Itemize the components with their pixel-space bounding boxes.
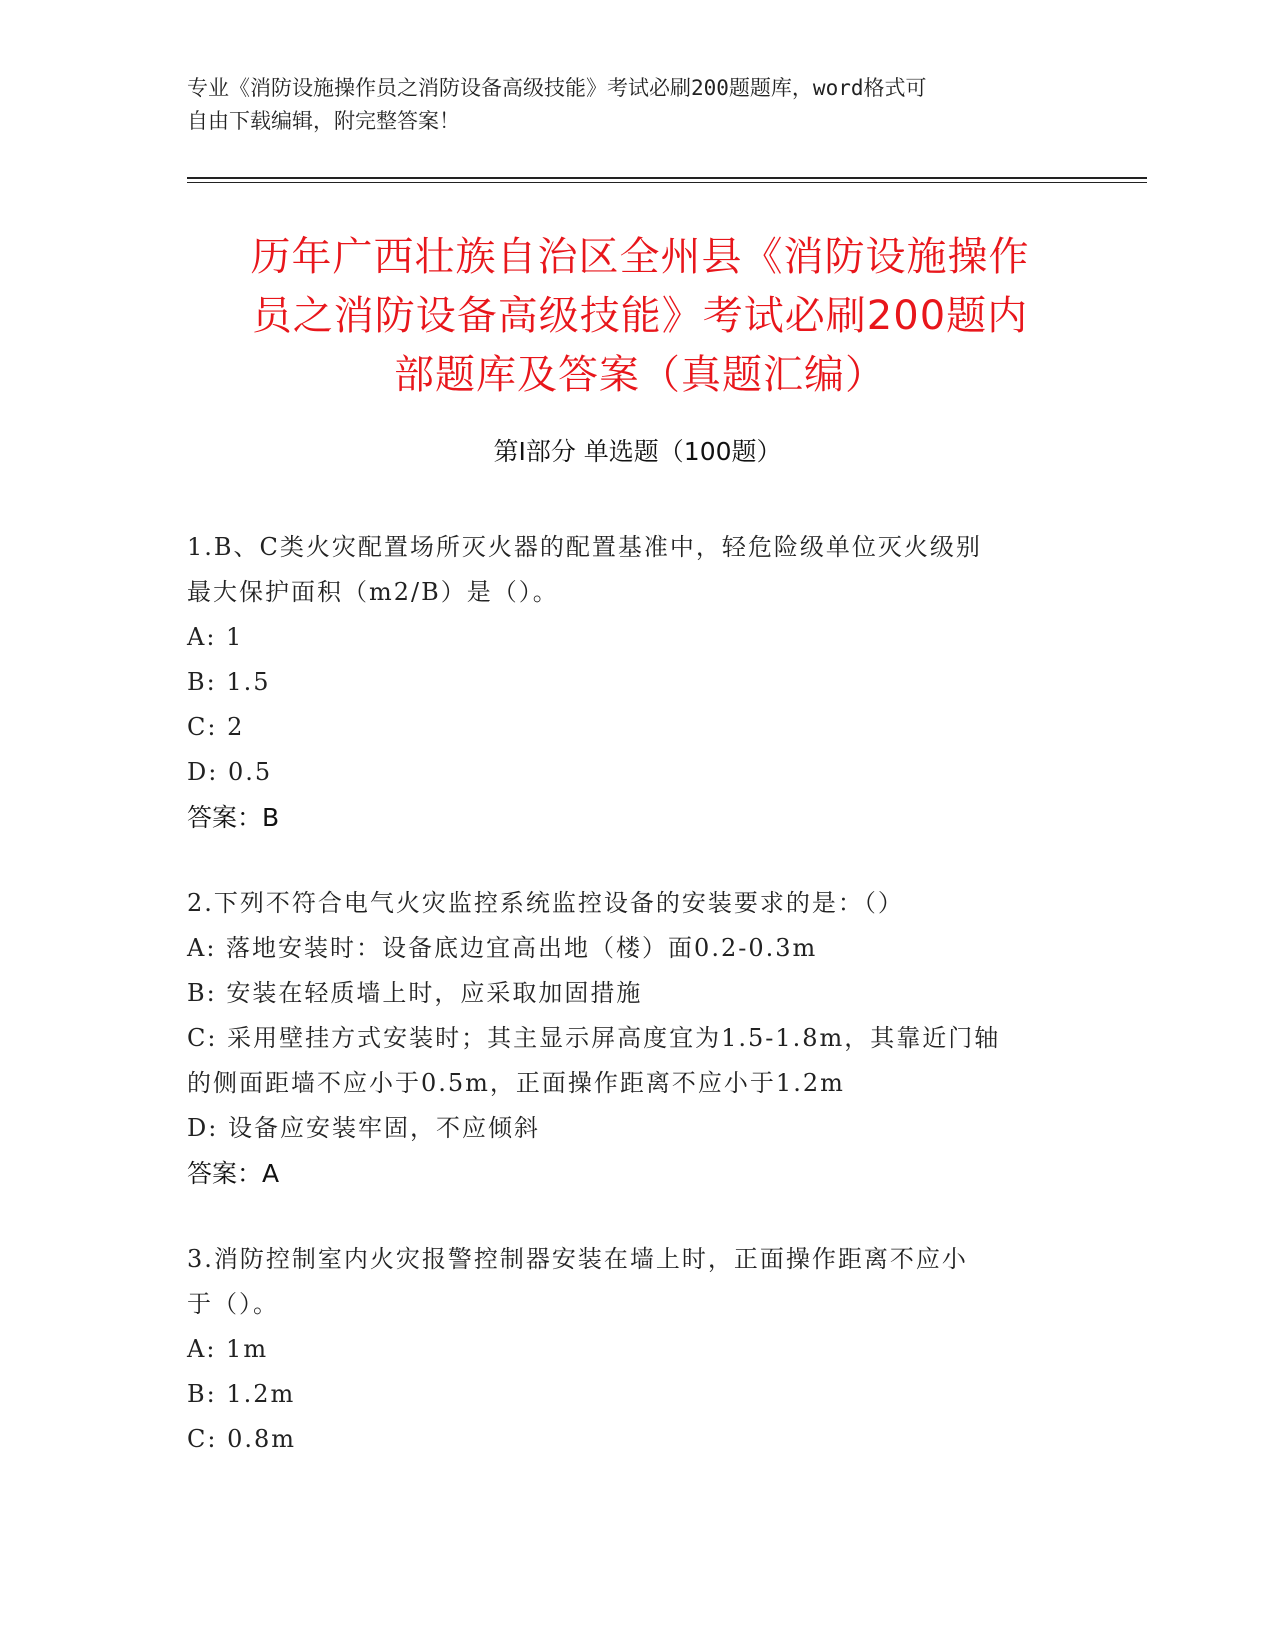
option-a: A: 1 bbox=[187, 623, 244, 651]
question-stem: 1.B、C类火灾配置场所灭火器的配置基准中，轻危险级单位灭火级别 bbox=[187, 533, 982, 561]
option-b: B: 1.5 bbox=[187, 668, 271, 696]
header-divider-thin bbox=[187, 182, 1147, 183]
answer: 答案：A bbox=[187, 1159, 280, 1188]
header-divider-thick bbox=[187, 177, 1147, 179]
option-b: B: 1.2m bbox=[187, 1380, 296, 1408]
option-a: A: 1m bbox=[187, 1335, 269, 1363]
question-stem: 3.消防控制室内火灾报警控制器安装在墙上时，正面操作距离不应小 bbox=[187, 1245, 968, 1273]
option-a: A: 落地安装时：设备底边宜高出地（楼）面0.2-0.3m bbox=[187, 934, 818, 962]
option-d: D: 设备应安装牢固，不应倾斜 bbox=[187, 1114, 540, 1142]
question-3 bbox=[187, 1237, 1087, 1462]
question-stem-continued: 最大保护面积（m2/B）是（）。 bbox=[187, 578, 559, 606]
question-2 bbox=[187, 881, 1087, 1196]
document-title bbox=[190, 228, 1090, 405]
title-line-3: 部题库及答案（真题汇编） bbox=[394, 352, 886, 398]
title-line-1: 历年广西壮族自治区全州县《消防设施操作 bbox=[250, 234, 1030, 280]
title-line-2: 员之消防设备高级技能》考试必刷200题内 bbox=[251, 293, 1029, 339]
header-line-1: 专业《消防设施操作员之消防设备高级技能》考试必刷200题题库，word格式可 bbox=[187, 76, 927, 100]
option-c: C: 0.8m bbox=[187, 1425, 297, 1453]
question-1 bbox=[187, 525, 1087, 840]
question-list bbox=[187, 525, 1087, 1503]
header-line-2: 自由下载编辑，附完整答案！ bbox=[187, 109, 460, 133]
document-header bbox=[187, 72, 1087, 138]
section-title: 第Ⅰ部分 单选题（100题） bbox=[493, 437, 782, 466]
question-stem-continued: 于（）。 bbox=[187, 1290, 279, 1318]
answer: 答案：B bbox=[187, 803, 280, 832]
question-stem: 2.下列不符合电气火灾监控系统监控设备的安装要求的是：（） bbox=[187, 889, 904, 917]
option-c-continued: 的侧面距墙不应小于0.5m，正面操作距离不应小于1.2m bbox=[187, 1069, 845, 1097]
option-b: B: 安装在轻质墙上时，应采取加固措施 bbox=[187, 979, 643, 1007]
option-c: C: 2 bbox=[187, 713, 245, 741]
option-d: D: 0.5 bbox=[187, 758, 273, 786]
option-c: C: 采用壁挂方式安装时；其主显示屏高度宜为1.5-1.8m，其靠近门轴 bbox=[187, 1024, 1001, 1052]
